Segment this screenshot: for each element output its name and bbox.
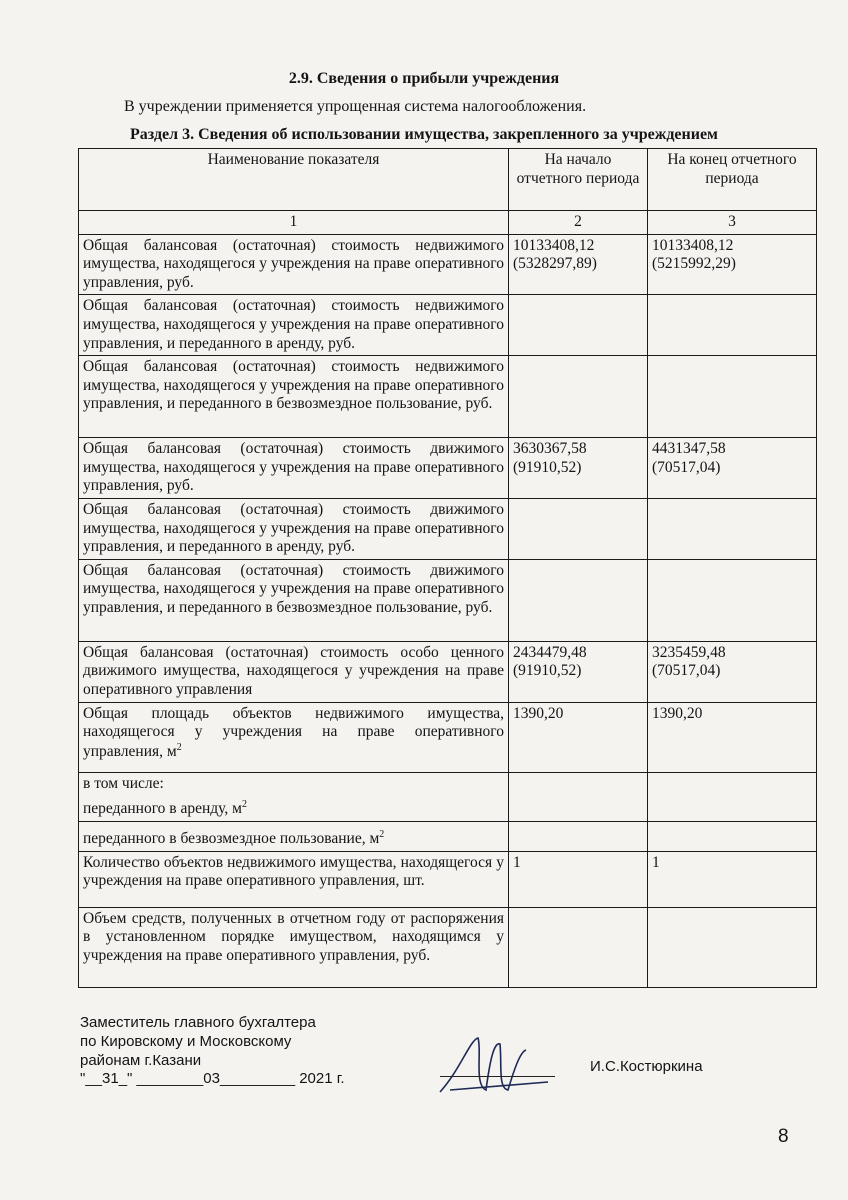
funds-row	[79, 907, 817, 987]
area-row-text: Общая площадь объектов недвижимого имущества, находящегося у учреждения на праве оперативного управления, м	[83, 704, 504, 760]
row-label: Общая балансовая (остаточная) стоимость недвижимого имущества, находящегося у учреждения на праве оперативного управления, и переданного в аренду, руб.	[79, 295, 509, 356]
profit-heading: 2.9. Сведения о прибыли учреждения	[288, 70, 560, 87]
signer-position-line1: Заместитель главного бухгалтера	[80, 1014, 316, 1031]
including-row	[79, 772, 817, 821]
row-label: Общая балансовая (остаточная) стоимость движимого имущества, находящегося у учреждения на праве оперативного управления, и переданного в аренду, руб.	[79, 498, 509, 559]
row-end-value	[648, 356, 817, 438]
column-number-1: 1	[79, 211, 509, 235]
signer-position-line3: районам г.Казани	[80, 1051, 202, 1069]
row-label: Общая балансовая (остаточная) стоимость недвижимого имущества, находящегося у учреждения на праве оперативного управления, руб.	[79, 234, 509, 295]
row-label: Общая балансовая (остаточная) стоимость движимого имущества, находящегося у учреждения на праве оперативного управления, и переданного в безвозмездное пользование, руб.	[79, 559, 509, 641]
row-start-value: 3630367,58 (91910,52)	[509, 438, 648, 499]
row-end-value	[648, 498, 817, 559]
count-row-label: Количество объектов недвижимого имущества, находящегося у учреждения на праве оперативного управления, шт.	[79, 851, 509, 907]
area-row	[79, 702, 817, 772]
column-number-row	[79, 211, 817, 235]
tax-system-note: В учреждении применяется упрощенная система налогообложения.	[124, 98, 587, 115]
free-use-unit-sup: 2	[379, 829, 385, 841]
rented-area-label	[83, 799, 504, 819]
table-row	[79, 234, 817, 295]
count-end-value: 1	[648, 851, 817, 907]
row-end-value: 10133408,12 (5215992,29)	[648, 234, 817, 295]
column-number-3: 3	[648, 211, 817, 235]
row-start-value	[509, 498, 648, 559]
table-row	[79, 295, 817, 356]
including-row-label	[79, 772, 509, 821]
row-end-value: 4431347,58 (70517,04)	[648, 438, 817, 499]
table-row	[79, 641, 817, 702]
property-usage-table	[78, 148, 817, 988]
funds-end-value	[648, 907, 817, 987]
handwritten-signature	[430, 1030, 560, 1105]
signature-block	[80, 1014, 345, 1089]
free-use-row-label	[79, 821, 509, 851]
rented-area-end-value	[648, 772, 817, 821]
rented-area-text: переданного в аренду, м	[83, 800, 242, 818]
count-start-value: 1	[509, 851, 648, 907]
row-label: Общая балансовая (остаточная) стоимость движимого имущества, находящегося у учреждения на праве оперативного управления, руб.	[79, 438, 509, 499]
table-header-row	[79, 149, 817, 211]
row-end-value	[648, 295, 817, 356]
free-use-row	[79, 821, 817, 851]
header-period-start: На начало отчетного периода	[509, 149, 648, 211]
area-row-unit-sup: 2	[176, 741, 182, 753]
row-start-value	[509, 356, 648, 438]
table-row	[79, 356, 817, 438]
count-row	[79, 851, 817, 907]
row-start-value: 10133408,12 (5328297,89)	[509, 234, 648, 295]
row-end-value: 3235459,48 (70517,04)	[648, 641, 817, 702]
header-period-end: На конец отчетного периода	[648, 149, 817, 211]
row-start-value	[509, 559, 648, 641]
row-label: Общая балансовая (остаточная) стоимость особо ценного движимого имущества, находящегося у учреждения на праве оперативного управления	[79, 641, 509, 702]
funds-start-value	[509, 907, 648, 987]
signer-name: И.С.Костюркина	[590, 1058, 703, 1075]
area-end-value: 1390,20	[648, 702, 817, 772]
signature-date: "__31_" ________03_________ 2021 г.	[80, 1070, 345, 1088]
free-use-end-value	[648, 821, 817, 851]
funds-row-label: Объем средств, полученных в отчетном году от распоряжения в установленном порядке имуществом, находящимся у учреждения на праве оперативного управления, руб.	[79, 907, 509, 987]
rented-area-start-value	[509, 772, 648, 821]
including-heading: в том числе:	[83, 774, 164, 792]
table-row	[79, 498, 817, 559]
row-label: Общая балансовая (остаточная) стоимость недвижимого имущества, находящегося у учреждения на праве оперативного управления, и переданного в безвозмездное пользование, руб.	[79, 356, 509, 438]
area-row-label	[79, 702, 509, 772]
rented-area-unit-sup: 2	[241, 799, 247, 811]
header-indicator: Наименование показателя	[79, 149, 509, 211]
free-use-start-value	[509, 821, 648, 851]
signer-position-line2: по Кировскому и Московскому	[80, 1032, 292, 1050]
area-start-value: 1390,20	[509, 702, 648, 772]
row-start-value: 2434479,48 (91910,52)	[509, 641, 648, 702]
signature-line	[440, 1076, 555, 1077]
row-end-value	[648, 559, 817, 641]
table-row	[79, 559, 817, 641]
table-row	[79, 438, 817, 499]
free-use-text: переданного в безвозмездное пользование, м	[83, 830, 380, 848]
section-3-title: Раздел 3. Сведения об использовании имущества, закрепленного за учреждением	[130, 126, 718, 143]
page-number: 8	[778, 1126, 789, 1147]
column-number-2: 2	[509, 211, 648, 235]
row-start-value	[509, 295, 648, 356]
